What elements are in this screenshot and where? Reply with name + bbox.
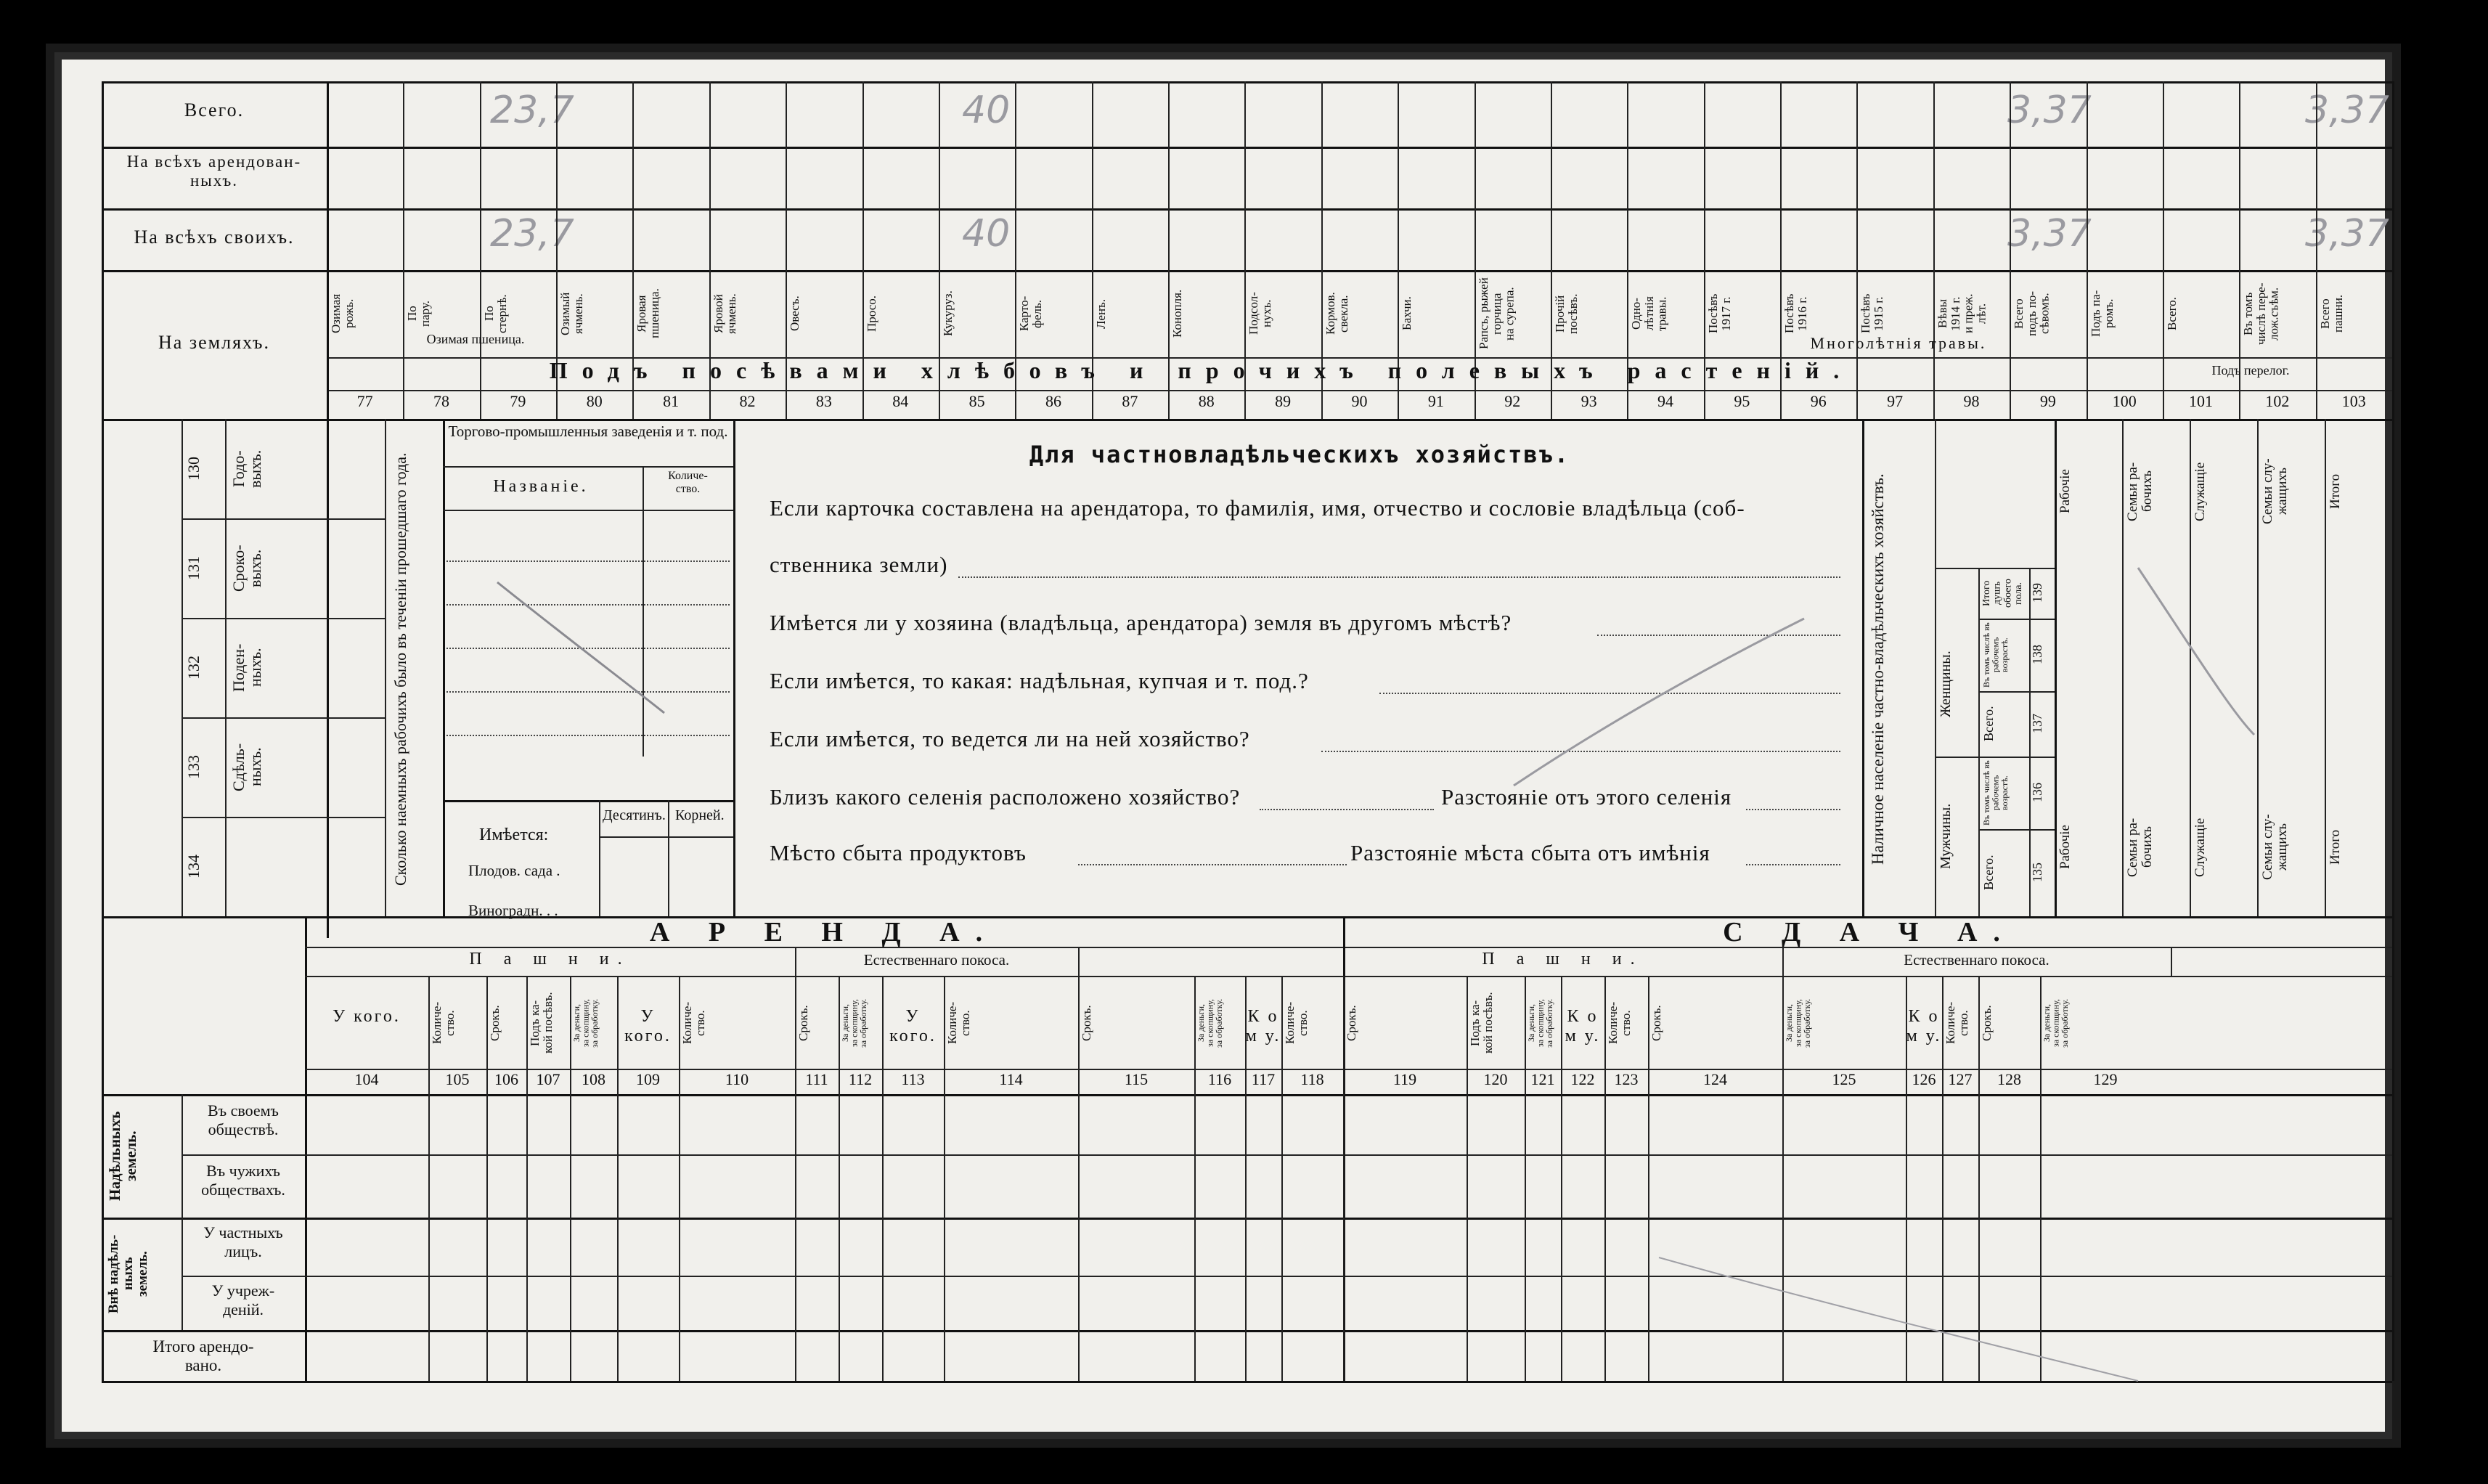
population-title: Наличное населенiе частно-владѣльческихъ хозяйствъ. <box>1869 473 1887 865</box>
hired-workers-label: Сколько наемныхъ рабочихъ было въ теченiи прошедшаго года. <box>391 452 409 886</box>
crop-column-header: Просо. <box>864 295 878 332</box>
crop-column-number: 96 <box>1810 392 1827 410</box>
total-label: Всего. <box>1981 706 1996 742</box>
hired-column-number: 130 <box>184 457 203 481</box>
lease-column-header: Срокъ. <box>1345 1005 1358 1041</box>
population-column-footer: Семьи слу- жащихъ <box>2260 814 2290 881</box>
row-total-leased: Итого арендо- вано. <box>152 1337 254 1374</box>
population-column-footer: Служащiе <box>2193 818 2208 877</box>
crop-column-number: 101 <box>2189 392 2214 410</box>
crop-column-header: Карто- фель. <box>1017 295 1045 332</box>
lease-column-number: 115 <box>1124 1070 1149 1088</box>
hired-column-number: 133 <box>184 755 203 779</box>
row-private-persons: У частныхъ лицъ. <box>203 1223 283 1260</box>
handwritten-value: 40 <box>962 89 1011 132</box>
hay-subheader: Естественнаго покоса. <box>863 951 1010 969</box>
crop-column-number: 99 <box>2039 392 2056 410</box>
crop-column-number: 92 <box>1504 392 1521 410</box>
crop-column-number: 98 <box>1963 392 1980 410</box>
lease-column-number: 126 <box>1912 1070 1936 1088</box>
crop-column-header: Вѣвы 1914 г. и преж. лѣт. <box>1935 293 1989 334</box>
question-3: Если имѣется, то какая: надѣльная, купчая и т. под.? <box>770 668 1309 693</box>
row-own-label: На всѣхъ своихъ. <box>134 227 295 248</box>
crop-column-header: По пару. <box>405 301 433 327</box>
column-number: 137 <box>2030 714 2044 734</box>
lease-column-number: 106 <box>494 1070 518 1088</box>
orchard-desyat-header: Десятинъ. <box>603 807 666 823</box>
crop-column-header: Посѣвъ 1917 г. <box>1705 293 1733 334</box>
plough-subheader: П а ш н и. <box>1482 950 1644 969</box>
crop-column-header: Рапсъ, рыжей горчица на сурепа. <box>1476 277 1517 350</box>
lease-column-number: 122 <box>1570 1070 1595 1088</box>
lease-column-header: У кого. <box>333 1007 401 1026</box>
allotted-land-label: Надѣльныхъ земель. <box>106 1111 140 1201</box>
crop-column-number: 82 <box>739 392 756 410</box>
question-6b: Разстоянiе мѣста сбыта отъ имѣнiя <box>1350 840 1710 865</box>
lease-out-title: С Д А Ч А. <box>1723 917 2016 947</box>
crop-column-header: Озимый ячмень. <box>558 292 585 335</box>
question-4: Если имѣется, то ведется ли на ней хозяйство? <box>770 726 1250 751</box>
hired-column-number: 131 <box>184 556 203 580</box>
crop-column-number: 78 <box>433 392 450 410</box>
crop-column-header: Прочiй посѣвъ. <box>1552 293 1580 334</box>
lease-column-header: Срокъ. <box>1080 1005 1093 1041</box>
men-label: Мужчины. <box>1938 803 1954 870</box>
crop-column-header: Въ томъ числѣ пере- лож.съѣм. <box>2241 282 2281 345</box>
crop-column-number: 87 <box>1122 392 1138 410</box>
hired-column-label: Годо- выхъ. <box>229 449 265 488</box>
lease-column-header: К о м у. <box>1565 1007 1601 1045</box>
lease-column-header: Срокъ. <box>488 1005 502 1041</box>
crop-column-header: Бахчи. <box>1400 296 1414 331</box>
crop-column-number: 100 <box>2112 392 2137 410</box>
sown-banner: Подъ посѣвами хлѣбовъ и прочихъ полевыхъ растенiй. <box>549 357 1854 383</box>
workage-label: Въ томъ числѣ въ рабочемъ возрастѣ. <box>1981 760 2010 825</box>
handwritten-value: 3,37 <box>2007 89 2092 132</box>
handwritten-value: 23,7 <box>490 212 574 256</box>
crop-column-header: Всего пашни. <box>2317 294 2345 333</box>
grand-total-label: Итого душъ обоего пола. <box>1981 579 2025 608</box>
crop-column-header: Подъ па- ромъ. <box>2088 290 2116 338</box>
lease-column-header: К о м у. <box>1906 1007 1942 1045</box>
lease-column-number: 111 <box>805 1070 828 1088</box>
population-column-footer: Семьи ра- бочихъ <box>2125 818 2155 877</box>
row-own-society: Въ своемъ обществѣ. <box>208 1101 279 1138</box>
lease-column-number: 119 <box>1392 1070 1417 1088</box>
population-column-header: Служащiе <box>2193 462 2208 521</box>
lease-column-header: За деньги, за скопщину, за обработку. <box>2042 998 2071 1048</box>
hired-column-label: Сроко- выхъ. <box>229 545 265 592</box>
crop-column-number: 79 <box>510 392 526 410</box>
lease-column-header: Количе- ство. <box>1606 1001 1633 1045</box>
lease-column-header: За деньги, за скопщину, за обработку. <box>1196 998 1225 1048</box>
crop-column-header: Яровой ячмень. <box>711 293 738 334</box>
crop-column-header: Посѣвъ 1915 г. <box>1859 293 1886 334</box>
crop-column-number: 94 <box>1657 392 1673 410</box>
women-label: Женщины. <box>1938 651 1954 717</box>
crop-column-number: 93 <box>1581 392 1597 410</box>
lease-column-header: За деньги, за скопщину, за обработку. <box>571 998 600 1048</box>
crop-column-number: 80 <box>586 392 603 410</box>
column-number: 136 <box>2030 783 2044 803</box>
crop-column-number: 102 <box>2265 392 2290 410</box>
population-column-footer: Рабочiе <box>2057 825 2073 870</box>
hired-column-number: 132 <box>184 656 203 680</box>
crop-column-number: 81 <box>663 392 680 410</box>
population-column-header: Итого <box>2328 473 2343 510</box>
plough-subheader: П а ш н и. <box>469 950 631 969</box>
lease-column-header: Количе- ство. <box>1944 1001 1970 1045</box>
population-column-footer: Итого <box>2328 829 2343 865</box>
crop-column-header: По стернѣ. <box>481 294 509 333</box>
lease-column-number: 114 <box>999 1070 1023 1088</box>
row-rented-label: На всѣхъ арендован-ныхъ. <box>126 152 302 189</box>
crop-column-number: 97 <box>1887 392 1904 410</box>
crop-column-header: Подсол- нухъ. <box>1247 292 1274 335</box>
handwritten-value: 3,37 <box>2305 89 2389 132</box>
lease-column-header: У кого. <box>624 1007 672 1045</box>
question-5b: Разстоянiе отъ этого селенiя <box>1441 784 1732 810</box>
lease-column-number: 116 <box>1207 1070 1232 1088</box>
crop-column-header: Посѣвъ 1916 г. <box>1782 293 1809 334</box>
hired-column-label: Сдѣль- ныхъ. <box>229 743 265 791</box>
crop-column-number: 88 <box>1198 392 1215 410</box>
private-title: Для частновладѣльческихъ хозяйствъ. <box>1029 441 1570 468</box>
crop-column-number: 91 <box>1427 392 1444 410</box>
lease-column-number: 109 <box>636 1070 660 1088</box>
lease-column-number: 112 <box>848 1070 873 1088</box>
population-column-header: Семьи слу- жащихъ <box>2260 458 2290 525</box>
lease-column-header: Количе- ство. <box>1283 1001 1310 1045</box>
crop-column-header: Ленъ. <box>1093 298 1108 329</box>
crop-column-header: Конопля. <box>1170 289 1185 338</box>
column-number: 139 <box>2030 583 2044 603</box>
lease-column-header: Количе- ство. <box>945 1001 972 1045</box>
lease-column-number: 129 <box>2093 1070 2118 1088</box>
total-label: Всего. <box>1981 855 1996 891</box>
question-5: Близъ какого селенiя расположено хозяйство? <box>770 784 1241 810</box>
census-card <box>62 60 2389 1432</box>
crop-column-header: Всего подъ по- сѣвомъ. <box>2012 290 2052 337</box>
handwritten-value: 3,37 <box>2305 212 2389 256</box>
crop-column-header: Яровая пшеница. <box>635 288 662 339</box>
lease-column-number: 125 <box>1832 1070 1856 1088</box>
lease-column-number: 120 <box>1483 1070 1508 1088</box>
lease-column-number: 110 <box>725 1070 749 1088</box>
lease-column-number: 128 <box>1997 1070 2021 1088</box>
lease-column-header: Количе- ство. <box>680 1001 707 1045</box>
hired-column-label: Поден- ныхъ. <box>229 643 265 692</box>
crop-column-header: Озимая рожь. <box>329 293 356 334</box>
crop-column-number: 85 <box>968 392 985 410</box>
question-2: Имѣется ли у хозяина (владѣльца, арендатора) земля въ другомъ мѣстѣ? <box>770 610 1512 635</box>
trade-qty-header: Количе- ство. <box>668 470 708 495</box>
crop-column-number: 89 <box>1275 392 1292 410</box>
crop-column-header: Овесъ. <box>788 295 802 332</box>
pen-strokes <box>62 60 2385 1432</box>
lease-column-header: Подъ ка- кой посѣвъ. <box>1468 992 1495 1054</box>
crop-column-number: 83 <box>815 392 832 410</box>
crop-column-number: 90 <box>1351 392 1368 410</box>
crop-column-number: 84 <box>892 392 909 410</box>
crop-column-header: Всего. <box>2164 297 2179 330</box>
handwritten-value: 23,7 <box>490 89 574 132</box>
hay-subheader: Естественнаго покоса. <box>1904 951 2049 969</box>
lease-column-number: 124 <box>1703 1070 1727 1088</box>
lease-column-header: Срокъ. <box>1649 1005 1663 1041</box>
column-number: 135 <box>2030 863 2044 883</box>
trade-name-header: Названiе. <box>493 477 589 496</box>
orchard-have-label: Имѣется: <box>479 825 549 844</box>
lease-column-number: 104 <box>354 1070 379 1088</box>
lease-column-header: К о м у. <box>1245 1007 1281 1045</box>
lease-column-header: За деньги, за скопщину, за обработку. <box>1784 998 1813 1048</box>
crop-column-header: Одно- лѣтнiя травы. <box>1629 296 1669 331</box>
crop-column-number: 77 <box>356 392 373 410</box>
row-institutions: У учреж- денiй. <box>211 1281 275 1318</box>
lease-column-header: Количе- ство. <box>430 1001 457 1045</box>
trade-title: Торгово-промышленныя заведенiя и т. под. <box>448 423 728 440</box>
row-other-society: Въ чужихъ обществахъ. <box>201 1162 285 1199</box>
lease-column-number: 117 <box>1251 1070 1276 1088</box>
orchard-garden-label: Плодов. сада . <box>468 862 560 879</box>
lease-column-number: 127 <box>1948 1070 1973 1088</box>
lease-column-header: У кого. <box>889 1007 937 1045</box>
population-column-header: Рабочiе <box>2057 469 2073 514</box>
crop-column-header: Кормов. свекла. <box>1323 292 1350 335</box>
column-number: 138 <box>2030 645 2044 665</box>
lease-in-title: А Р Е Н Д А. <box>649 917 999 947</box>
lease-column-header: За деньги, за скопщину, за обработку. <box>840 998 869 1048</box>
lease-column-header: Подъ ка- кой посѣвъ. <box>528 992 555 1054</box>
orchard-roots-header: Корней. <box>675 807 725 823</box>
population-column-header: Семьи ра- бочихъ <box>2125 462 2155 521</box>
question-6: Мѣсто сбыта продуктовъ <box>770 840 1027 865</box>
hired-column-number: 134 <box>184 855 203 878</box>
crop-column-number: 95 <box>1734 392 1750 410</box>
lease-column-number: 123 <box>1614 1070 1639 1088</box>
lease-column-number: 108 <box>582 1070 605 1088</box>
lease-column-number: 105 <box>445 1070 470 1088</box>
handwritten-value: 3,37 <box>2007 212 2092 256</box>
row-lands-label: На земляхъ. <box>158 332 270 353</box>
crop-column-header: Кукуруз. <box>940 290 955 337</box>
crop-column-number: 103 <box>2341 392 2366 410</box>
workage-label: Въ томъ числѣ въ рабочемъ возрастѣ. <box>1981 622 2010 688</box>
non-allotted-land-label: Внѣ надѣль- ныхъ земель. <box>106 1234 150 1313</box>
lease-column-header: Срокъ. <box>1980 1005 1994 1041</box>
winter-wheat-label: Озимая пшеница. <box>426 332 525 346</box>
question-1b: ственника земли) <box>770 552 948 577</box>
row-total-label: Всего. <box>184 99 245 121</box>
rule <box>2392 81 2394 1381</box>
handwritten-value: 40 <box>962 212 1011 256</box>
question-1: Если карточка составлена на арендатора, то фамилiя, имя, отчество и сословiе владѣльца (соб- <box>770 495 1745 521</box>
perennial-label: Многолѣтнiя травы. <box>1810 334 1987 352</box>
lease-column-number: 107 <box>536 1070 560 1088</box>
lease-column-header: За деньги, за скопщину, за обработку. <box>1526 998 1555 1048</box>
lease-column-number: 118 <box>1300 1070 1324 1088</box>
crop-column-number: 86 <box>1045 392 1061 410</box>
orchard-vineyard-label: Виноградн. . . <box>468 902 558 919</box>
lease-column-header: Срокъ. <box>796 1005 810 1041</box>
lease-column-number: 113 <box>901 1070 925 1088</box>
lease-column-number: 121 <box>1530 1070 1555 1088</box>
fallow-label: Подъ перелог. <box>2211 363 2290 378</box>
